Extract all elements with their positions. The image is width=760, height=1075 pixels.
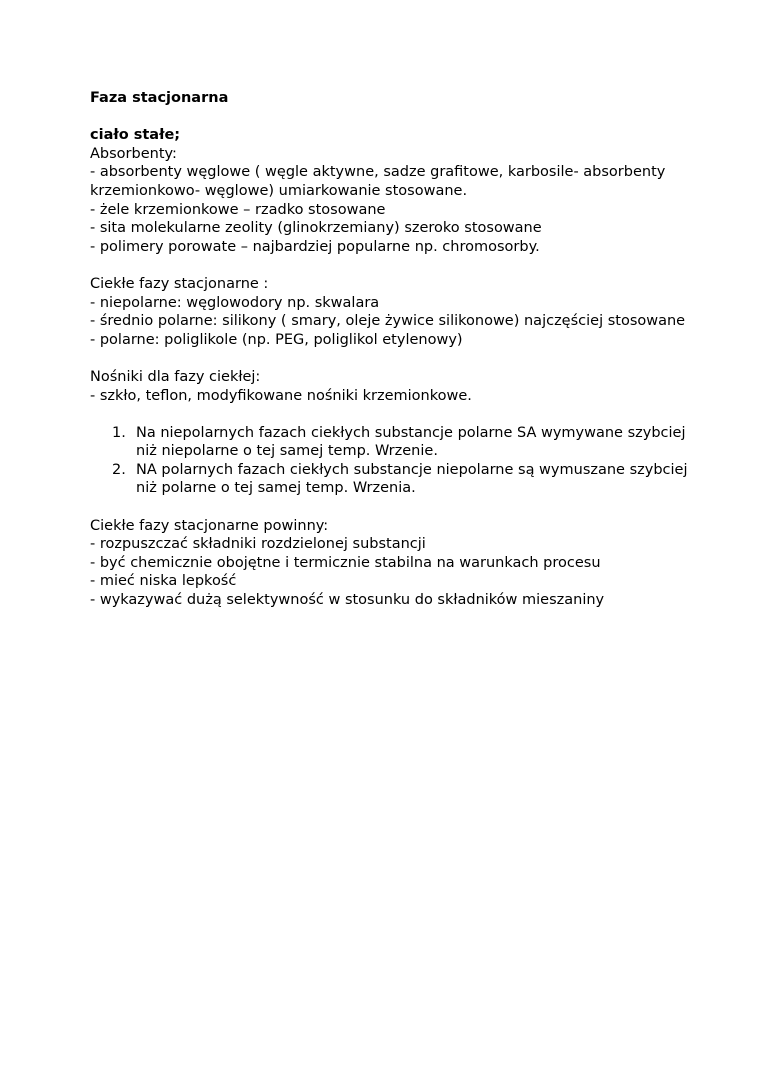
document-page — [90, 89, 710, 610]
list-item: - absorbenty węglowe ( węgle aktywne, sadze grafitowe, karbosile- absorbenty krzemionkowo- węglowe) umiarkowanie stosowane. — [90, 164, 666, 199]
spacer — [90, 349, 710, 368]
section-heading: Ciekłe fazy stacjonarne : — [90, 275, 269, 292]
list-item: - niepolarne: węglowodory np. skwalara — [90, 294, 380, 311]
spacer — [90, 498, 710, 517]
section-carriers — [90, 368, 710, 405]
item-text: NA polarnych fazach ciekłych substancje niepolarne są wymuszane szybciej niż polarne o tej samej temp. Wrzenia. — [136, 461, 688, 497]
section-requirements — [90, 517, 710, 610]
section-solid — [90, 126, 710, 256]
list-item: - wykazywać dużą selektywność w stosunku do składników mieszaniny — [90, 592, 605, 609]
list-item: - średnio polarne: silikony ( smary, oleje żywice silikonowe) najczęściej stosowane — [90, 313, 686, 330]
numbered-list — [90, 424, 710, 498]
list-item: - szkło, teflon, modyfikowane nośniki krzemionkowe. — [90, 387, 472, 404]
section-heading: Ciekłe fazy stacjonarne powinny: — [90, 517, 329, 534]
list-item: - polarne: poliglikole (np. PEG, poliglikol etylenowy) — [90, 331, 463, 348]
item-text: Na niepolarnych fazach ciekłych substancje polarne SA wymywane szybciej niż niepolarne o tej samej temp. Wrzenie. — [136, 424, 686, 460]
list-item: - polimery porowate – najbardziej popularne np. chromosorby. — [90, 238, 540, 255]
list-item: - rozpuszczać składniki rozdzielonej substancji — [90, 536, 426, 553]
numbered-item — [90, 461, 710, 498]
section-heading: Nośniki dla fazy ciekłej: — [90, 368, 261, 385]
list-item: - mieć niska lepkość — [90, 573, 237, 590]
spacer — [90, 405, 710, 424]
item-number: 2. — [112, 461, 126, 478]
list-item: - sita molekularne zeolity (glinokrzemiany) szeroko stosowane — [90, 220, 542, 237]
spacer — [90, 108, 710, 127]
section-heading: ciało stałe; — [90, 127, 181, 144]
item-number: 1. — [112, 424, 126, 441]
document-title: Faza stacjonarna — [90, 90, 229, 106]
numbered-item — [90, 424, 710, 461]
list-item: - być chemicznie obojętne i termicznie stabilna na warunkach procesu — [90, 554, 601, 571]
list-item: - żele krzemionkowe – rzadko stosowane — [90, 201, 386, 218]
section-liquid — [90, 275, 710, 349]
section-subheading: Absorbenty: — [90, 145, 177, 162]
spacer — [90, 256, 710, 275]
